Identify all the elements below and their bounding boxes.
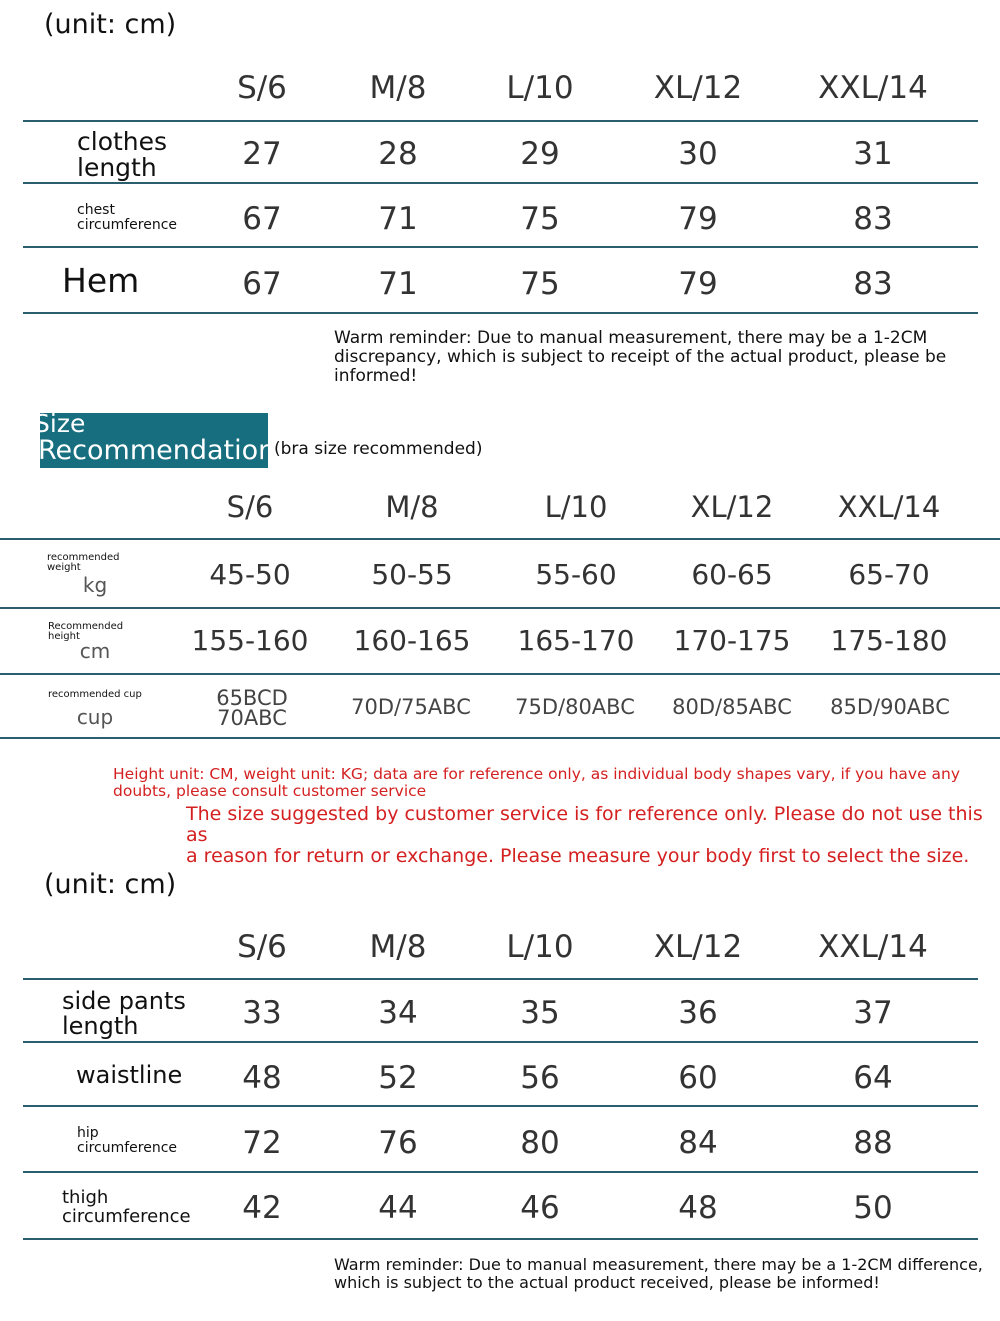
bra-size-subtitle: (bra size recommended) — [274, 439, 483, 459]
table1-divider — [23, 312, 978, 314]
unit-cm: cm — [79, 639, 111, 663]
unit-label-top: (unit: cm) — [44, 9, 177, 40]
rec-header-l10: L/10 — [544, 490, 608, 524]
table1-header-s6: S/6 — [237, 70, 287, 106]
cell-value: 175-180 — [830, 624, 948, 657]
row-label-recommended-height: Recommended height — [48, 621, 124, 642]
row-label-hip-circumference: hip circumference — [77, 1125, 178, 1156]
cell-value: 55-60 — [535, 558, 617, 591]
cell-value: 29 — [520, 136, 560, 172]
cell-value: 65BCD 70ABC — [216, 686, 288, 730]
table2-header-l10: L/10 — [506, 929, 574, 965]
cell-value: 79 — [678, 266, 718, 302]
cell-value: 46 — [520, 1190, 560, 1226]
cell-value: 160-165 — [353, 624, 471, 657]
cell-value: 31 — [853, 136, 893, 172]
table2-divider — [23, 1105, 978, 1107]
rec-header-xxl14: XXL/14 — [837, 490, 941, 524]
table2-divider — [23, 1238, 978, 1240]
cell-value: 75D/80ABC — [515, 695, 635, 719]
cell-value: 67 — [242, 201, 282, 237]
cell-value: 34 — [378, 995, 418, 1031]
red-return-warning: The size suggested by customer service is for reference only. Please do not use this as a reason for return or exchange. Please measure your body first to select the size. — [186, 803, 983, 867]
cell-value: 72 — [242, 1125, 282, 1161]
cell-value: 155-160 — [191, 624, 309, 657]
cell-value: 80D/85ABC — [672, 695, 792, 719]
warm-reminder-top: Warm reminder: Due to manual measurement, there may be a 1-2CM discrepancy, which is subject to receipt of the actual product, please be informed! — [334, 328, 947, 386]
unit-label-bottom: (unit: cm) — [44, 869, 177, 900]
cell-value: 71 — [378, 201, 418, 237]
rec-divider — [0, 607, 1000, 609]
red-reference-note: Height unit: CM, weight unit: KG; data are for reference only, as individual body shapes vary, if you have any doubts, please consult customer service — [113, 765, 961, 800]
cell-value: 44 — [378, 1190, 418, 1226]
row-label-chest-circumference: chest circumference — [77, 202, 178, 233]
cell-value: 45-50 — [209, 558, 291, 591]
table1-header-l10: L/10 — [506, 70, 574, 106]
row-label-waistline: waistline — [76, 1061, 183, 1089]
cell-value: 165-170 — [517, 624, 635, 657]
cell-value: 60 — [678, 1060, 718, 1096]
row-label-hem: Hem — [62, 261, 140, 300]
rec-header-s6: S/6 — [226, 490, 274, 524]
table2-divider — [23, 978, 978, 980]
cell-value: 80 — [520, 1125, 560, 1161]
table2-header-s6: S/6 — [237, 929, 287, 965]
cell-value: 76 — [378, 1125, 418, 1161]
cell-value: 33 — [242, 995, 282, 1031]
cell-value: 37 — [853, 995, 893, 1031]
table2-divider — [23, 1041, 978, 1043]
cell-value: 35 — [520, 995, 560, 1031]
rec-divider — [0, 673, 1000, 675]
cell-value: 52 — [378, 1060, 418, 1096]
cell-value: 75 — [520, 266, 560, 302]
rec-header-m8: M/8 — [385, 490, 439, 524]
rec-header-xl12: XL/12 — [690, 490, 774, 524]
size-recommendation-banner — [34, 409, 276, 468]
banner-line-2: Recommendation — [38, 435, 276, 466]
table2-header-xl12: XL/12 — [653, 929, 743, 965]
cell-value: 67 — [242, 266, 282, 302]
cell-value: 42 — [242, 1190, 282, 1226]
cell-value: 50 — [853, 1190, 893, 1226]
cell-value: 88 — [853, 1125, 893, 1161]
table1-header-xxl14: XXL/14 — [818, 70, 928, 106]
unit-kg: kg — [82, 573, 108, 597]
cell-value: 75 — [520, 201, 560, 237]
rec-divider — [0, 538, 1000, 540]
row-label-recommended-cup: recommended cup — [48, 689, 142, 700]
cell-value: 65-70 — [848, 558, 930, 591]
cell-value: 50-55 — [371, 558, 453, 591]
cell-value: 83 — [853, 201, 893, 237]
cell-value: 79 — [678, 201, 718, 237]
cell-value: 30 — [678, 136, 718, 172]
table1-header-xl12: XL/12 — [653, 70, 743, 106]
table2-header-xxl14: XXL/14 — [818, 929, 928, 965]
cell-value: 56 — [520, 1060, 560, 1096]
table1-header-m8: M/8 — [369, 70, 427, 106]
unit-cup: cup — [76, 705, 114, 729]
rec-divider — [0, 737, 1000, 739]
cell-value: 48 — [242, 1060, 282, 1096]
cell-value: 64 — [853, 1060, 893, 1096]
cell-value: 83 — [853, 266, 893, 302]
row-label-side-pants-length: side pants length — [62, 987, 186, 1040]
banner-line-1: Size — [34, 409, 86, 438]
row-label-thigh-circumference: thigh circumference — [62, 1187, 191, 1227]
table2-divider — [23, 1171, 978, 1173]
table1-divider — [23, 120, 978, 122]
table1-divider — [23, 246, 978, 248]
cell-value: 71 — [378, 266, 418, 302]
table1-divider — [23, 182, 978, 184]
cell-value: 48 — [678, 1190, 718, 1226]
cell-value: 60-65 — [691, 558, 773, 591]
row-label-recommended-weight: recommended weight — [47, 552, 120, 573]
table2-header-m8: M/8 — [369, 929, 427, 965]
cell-value: 70D/75ABC — [351, 695, 471, 719]
warm-reminder-bottom: Warm reminder: Due to manual measurement, there may be a 1-2CM difference, which is subject to the actual product received, please be informed! — [334, 1255, 983, 1292]
cell-value: 84 — [678, 1125, 718, 1161]
row-label-clothes-length: clothes length — [77, 127, 168, 182]
cell-value: 28 — [378, 136, 418, 172]
cell-value: 170-175 — [673, 624, 791, 657]
cell-value: 27 — [242, 136, 282, 172]
cell-value: 85D/90ABC — [830, 695, 950, 719]
cell-value: 36 — [678, 995, 718, 1031]
